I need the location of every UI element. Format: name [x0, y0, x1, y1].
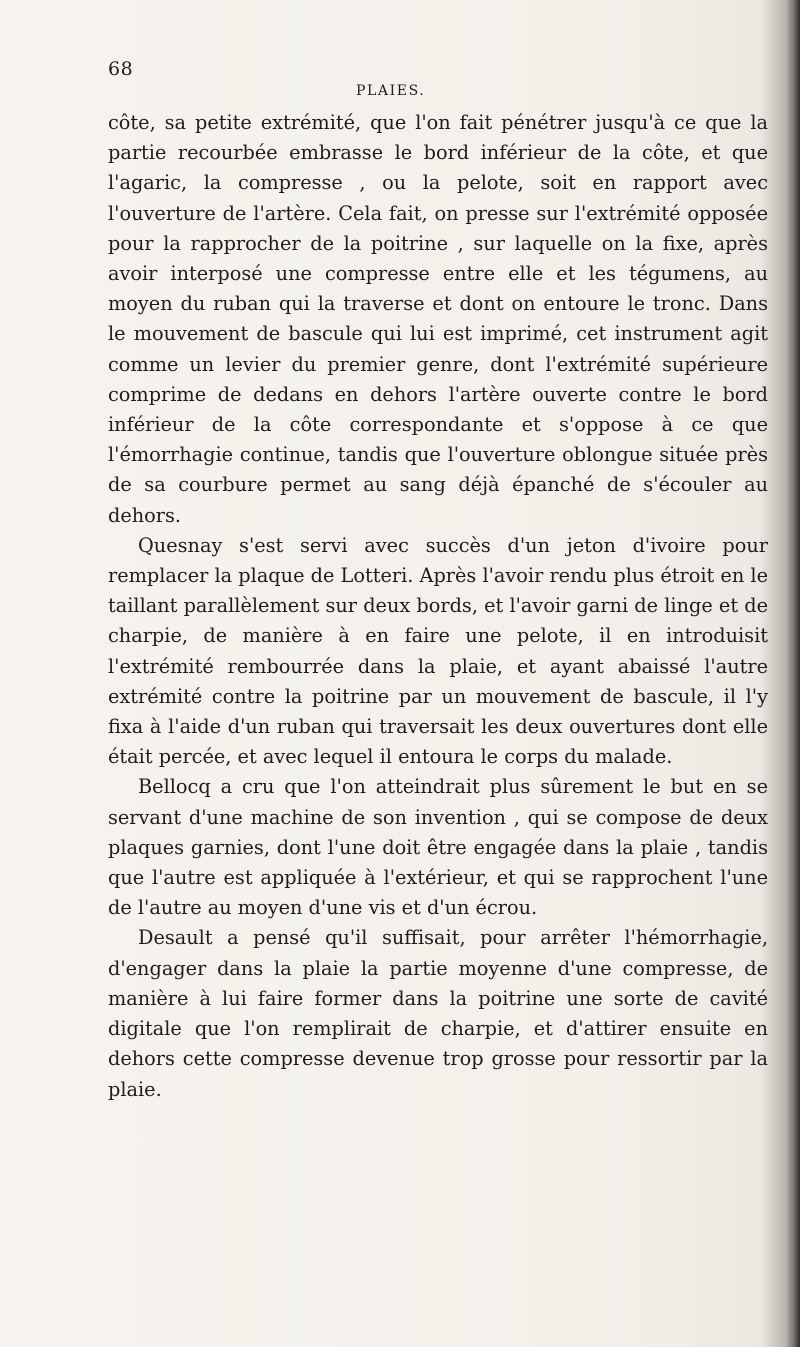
body-text — [108, 108, 768, 1105]
page-edge-shadow — [786, 0, 800, 1347]
page-number: 68 — [108, 58, 134, 80]
paragraph-quesnay: Quesnay s'est servi avec succès d'un jeton d'ivoire pour remplacer la plaque de Lotteri. Après l'avoir rendu plus étroit en le taillant parallèlement sur deux bords, et l'avoir garni de linge et de charpie, de manière à en faire une pelote, il en introduisit l'extrémité rembourrée dans la plaie, et ayant abaissé l'autre extrémité contre la poitrine par un mouvement de bascule, il l'y fixa à l'aide d'un ruban qui traversait les deux ouvertures dont elle était percée, et avec lequel il entoura le corps du malade. — [108, 533, 768, 769]
paragraph-desault: Desault a pensé qu'il suffisait, pour arrêter l'hémorrhagie, d'engager dans la plaie la partie moyenne d'une compresse, de manière à lui faire former dans la poitrine une sorte de cavité digitale que l'on remplirait de charpie, et d'attirer ensuite en dehors cette compresse devenue trop grosse pour ressortir par la plaie. — [108, 926, 768, 1101]
running-head: PLAIES. — [356, 83, 426, 99]
paragraph-bellocq: Bellocq a cru que l'on atteindrait plus sûrement le but en se servant d'une machine de son invention , qui se compose de deux plaques garnies, dont l'une doit être engagée dans la plaie , tandis que l'autre est appliquée à l'extérieur, et qui se rapprochent l'une de l'autre au moyen d'une vis et d'un écrou. — [108, 775, 768, 920]
paragraph-continuation: côte, sa petite extrémité, que l'on fait pénétrer jusqu'à ce que la partie recourbée embrasse le bord inférieur de la côte, et que l'agaric, la compresse , ou la pelote, soit en rapport avec l'ouverture de l'artère. Cela fait, on presse sur l'extrémité opposée pour la rapprocher de la poitrine , sur laquelle on la fixe, après avoir interposé une compresse entre elle et les tégumens, au moyen du ruban qui la traverse et dont on entoure le tronc. Dans le mouvement de bascule qui lui est imprimé, cet instrument agit comme un levier du premier genre, dont l'extrémité supérieure comprime de dedans en dehors l'artère ouverte contre le bord inférieur de la côte correspondante et s'oppose à ce que l'émorrhagie continue, tandis que l'ouverture oblongue située près de sa courbure permet au sang déjà épanché de s'écouler au dehors. — [108, 111, 768, 527]
